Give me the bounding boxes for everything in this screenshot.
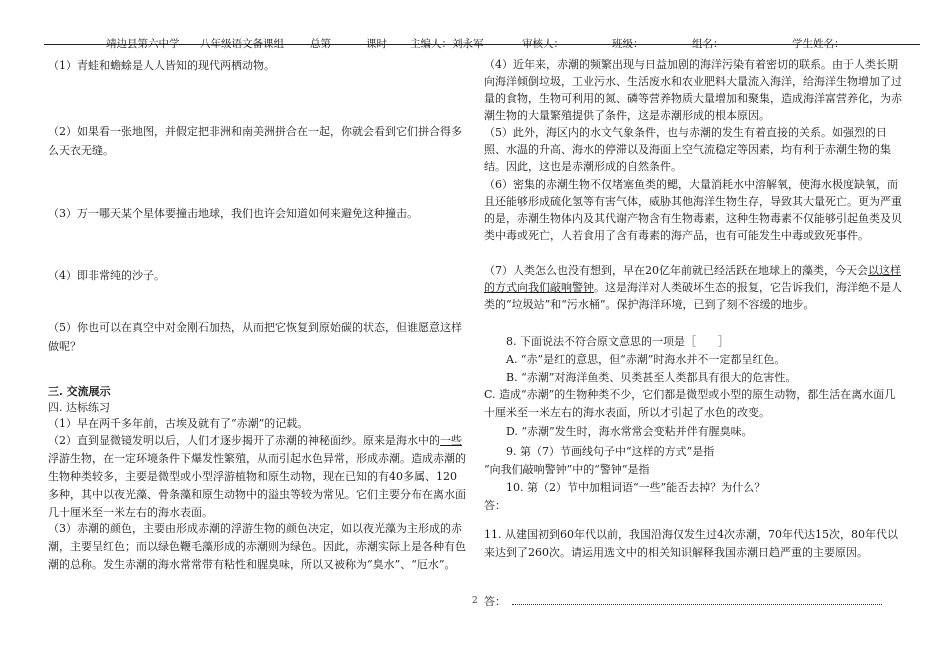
passage-para-1: （1）早在两千多年前，古埃及就有了“赤潮”的记载。 — [48, 417, 309, 430]
student-name-label: 学生姓名： — [792, 38, 845, 50]
question-4: （4）即非常纯的沙子。 — [48, 269, 165, 282]
question-11: 11. 从建国初到60年代以前，我国沿海仅发生过4次赤潮，70年代达15次，80年代以来达到了260次。请运用选文中的相关知识解释我国赤潮日趋严重的主要原因。 — [484, 528, 898, 559]
class-label: 班级： — [612, 38, 644, 50]
school-name: 靖边县第六中学 — [106, 38, 180, 50]
group-label: 组名： — [692, 38, 724, 50]
section-practice-title: 四. 达标练习 — [48, 401, 110, 414]
lesson-label: 课时 — [366, 38, 387, 50]
total-label: 总第 — [310, 38, 331, 50]
grade-group: 八年级语文备课组 — [200, 38, 284, 50]
question-5: （5）你也可以在真空中对金刚石加热，从而把它恢复到原始碳的状态，但谁愿意这样做呢？ — [48, 321, 462, 353]
passage-para-7 — [484, 262, 902, 313]
question-9b: “向我们敲响警钟”中的“警钟”是指 — [484, 463, 650, 476]
editor-label: 主编人： — [410, 38, 452, 50]
option-c: C. 造成“赤潮”的生物种类不少，它们都是微型或小型的原生动物，都生活在离水面几十厘米至一米左右的海水表面，所以才引起了水色的改变。 — [484, 388, 896, 419]
answer-11-label: 答： — [484, 595, 506, 608]
option-a: A. “赤”是红的意思，但“赤潮”时海水并不一定都呈红色。 — [506, 353, 786, 366]
para-7-start: （7）人类怎么也没有想到，早在20亿年前就已经活跃在地球上的藻类，今天会 — [484, 264, 868, 277]
editor-name: 刘永军 — [452, 38, 484, 50]
page-header — [44, 22, 920, 50]
question-9a: 9. 第（7）节画线句子中“这样的方式”是指 — [506, 445, 715, 458]
page-number: 2 — [472, 596, 478, 606]
passage-para-6: （6）密集的赤潮生物不仅堵塞鱼类的鳃，大量消耗水中溶解氧，使海水极度缺氧，而且还能够形成硫化氢等有害气体，威胁其他海洋生物生存，导致其大量死亡。更为严重的是，赤潮生物体内及其代谢产物含有生物毒素，这种生物毒素不仅能够引起鱼类及贝类中毒或死亡，人若食用了含有毒素的海产品，也有可能发生中毒或致死事件。 — [484, 178, 902, 242]
question-8: 8. 下面说法不符合原文意思的一项是［ ］ — [506, 335, 729, 348]
question-2: （2）如果看一张地图，并假定把非洲和南美洲拼合在一起，你就会看到它们拼合得多么天衣无缝。 — [48, 125, 462, 157]
option-b: B. “赤潮”对海洋鱼类、贝类甚至人类都具有很大的危害性。 — [506, 371, 797, 384]
question-1: （1）青蛙和蟾蜍是人人皆知的现代两栖动物。 — [48, 59, 275, 72]
question-3: （3）万一哪天某个星体要撞击地球，我们也许会知道如何来避免这种撞击。 — [48, 207, 418, 220]
para-2-rest: 浮游生物，在一定环境条件下爆发性繁殖，从而引起水色异常，形成赤潮。造成赤潮的生物种类较多，主要是微型或小型浮游植物和原生动物，现在已知的有40多属、120多种，其中以夜光藻、骨条藻和原生动物中的溢虫等较为常见。它们主要分布在离水面几十厘米至一米左右的海水表面。 — [48, 452, 466, 519]
underlined-word-yixie: 一些 — [440, 434, 462, 447]
passage-para-4: （4）近年来，赤潮的频繁出现与日益加剧的海洋污染有着密切的联系。由于人类长期向海洋倾倒垃圾，工业污水、生活废水和农业肥料大量流入海洋，给海洋生物增加了过量的食物，生物可利用的氮、磷等营养物质大量增加和聚集，造成海洋富营养化，为赤潮生物的大量繁殖提供了条件，这是赤潮形成的根本原因。 — [484, 58, 902, 122]
question-10: 10. 第（2）节中加粗词语“一些”能否去掉？为什么？ — [506, 481, 766, 494]
answer-10-label: 答： — [484, 499, 506, 512]
passage-para-3: （3）赤潮的颜色，主要由形成赤潮的浮游生物的颜色决定，如以夜光藻为主形成的赤潮，主要呈红色；而以绿色鞭毛藻形成的赤潮则为绿色。因此，赤潮实际上是各种有色潮的总称。发生赤潮的海水常常带有粘性和腥臭味，所以又被称为“臭水”、“厄水”。 — [48, 522, 466, 571]
para-2-start: （2）直到显微镜发明以后，人们才逐步揭开了赤潮的神秘面纱。原来是海水中的 — [48, 434, 440, 447]
reviewer-label: 审核人： — [522, 38, 564, 50]
passage-para-2 — [48, 432, 466, 522]
answer-11-line — [484, 592, 902, 611]
option-d: D. “赤潮”发生时，海水常常会变粘并伴有腥臭味。 — [506, 425, 753, 438]
passage-para-5: （5）此外，海区内的水文气象条件，也与赤潮的发生有着直接的关系。如强烈的日照、水温的升高、海水的停滞以及海面上空气流稳定等因素，均有利于赤潮生物的集结。因此，这也是赤潮形成的自然条件。 — [484, 126, 891, 173]
para-7-rest: 。这是海洋对人类破坏生态的报复，它告诉我们，海洋绝不是人类的“垃圾站”和“污水桶”。保护海洋环境，已到了刻不容缓的地步。 — [484, 281, 902, 311]
answer-blank[interactable] — [512, 604, 882, 605]
section-exchange-title: 三. 交流展示 — [48, 385, 111, 398]
underlined-sentence: 以这样的方式向我们敲响警钟 — [484, 264, 901, 294]
